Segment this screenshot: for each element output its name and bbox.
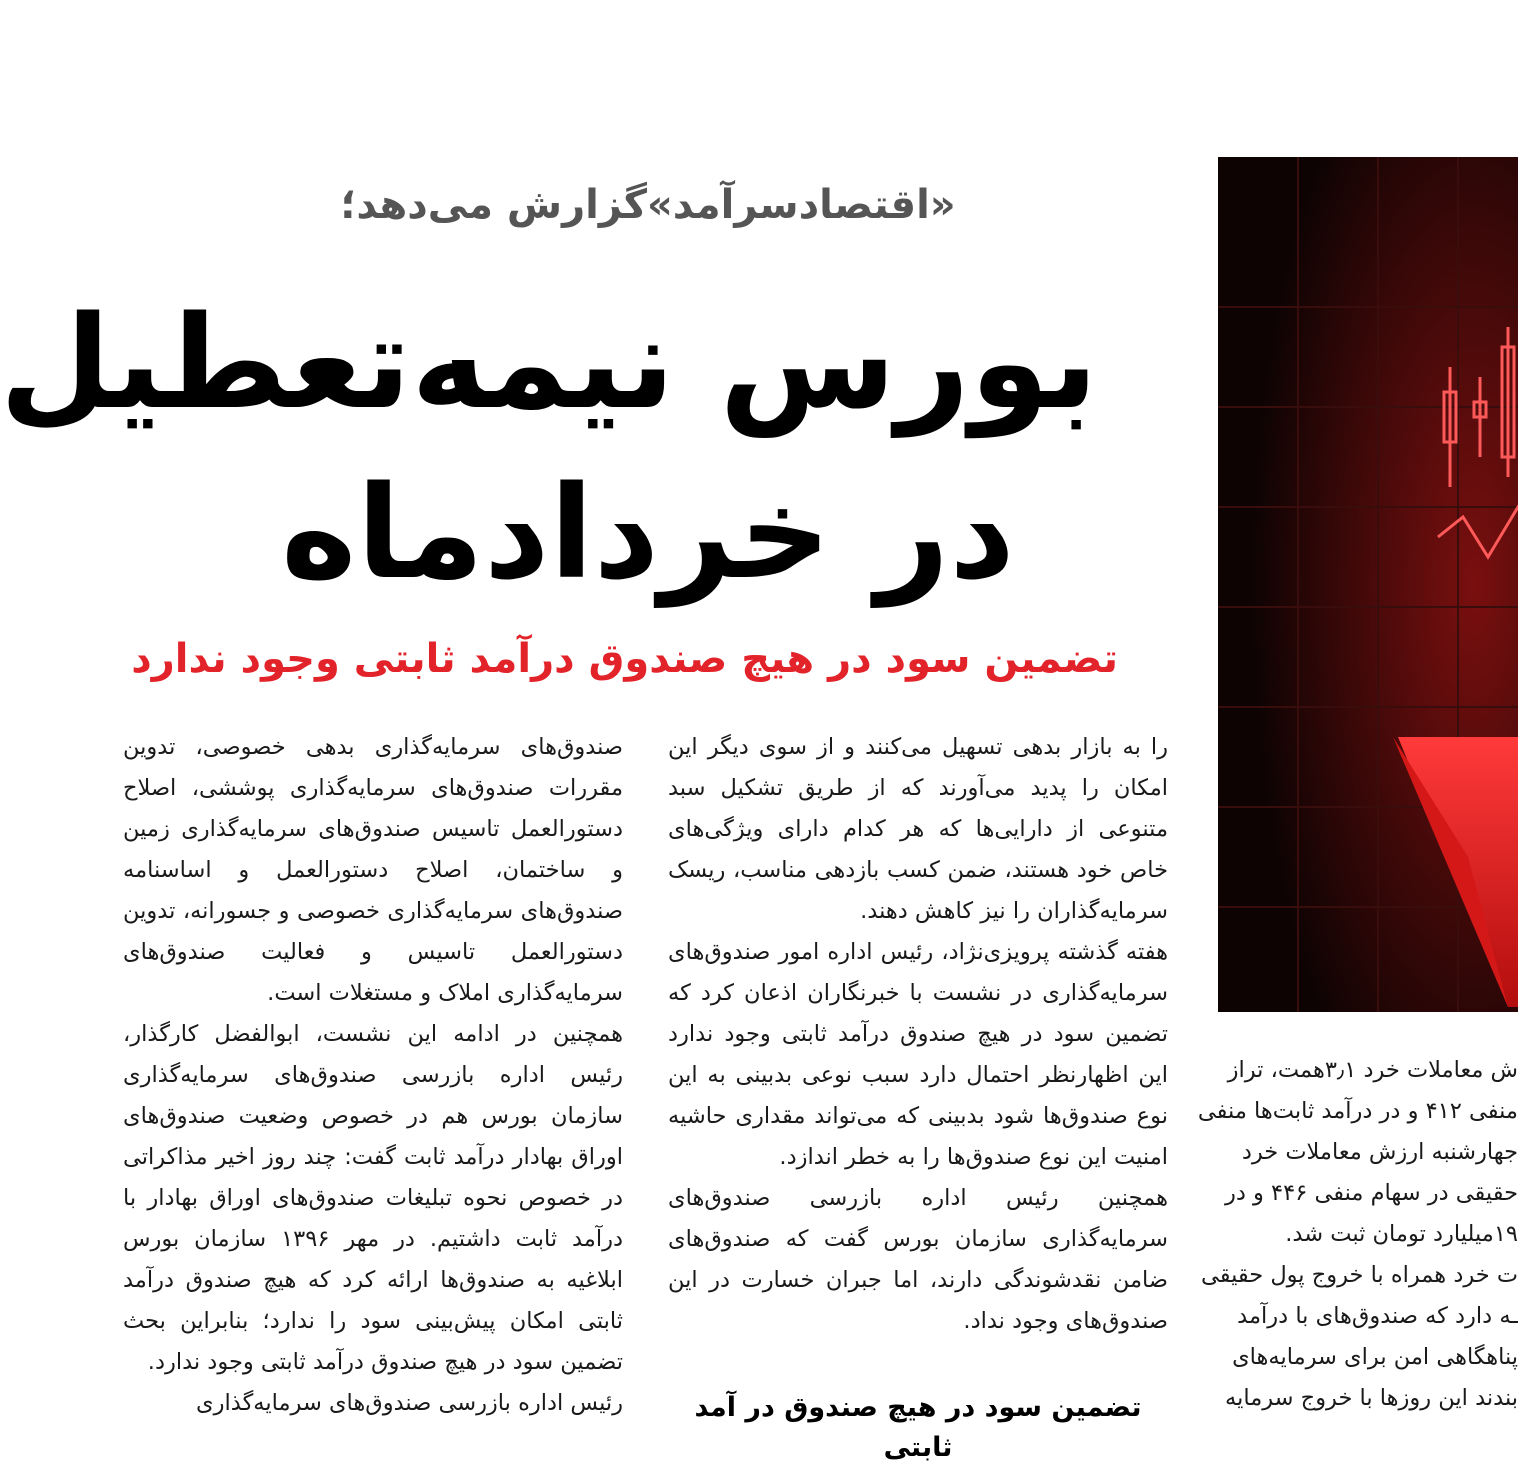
article-photo — [1218, 157, 1518, 1012]
stock-chart-downtrend-icon — [1218, 157, 1518, 1012]
headline-line-1: بورس نیمه‌تعطیل — [0, 289, 1098, 438]
paragraph: رئیس اداره بازرسی صندوق‌های سرمایه‌گذاری — [196, 1390, 623, 1416]
text-line: منفی ۴۱۲ و در درآمد ثابت‌ها منفی — [1197, 1098, 1518, 1124]
text-line: حقیقی در سهام منفی ۴۴۶ و در — [1224, 1180, 1518, 1206]
article-column-right — [1197, 1050, 1518, 1435]
article-kicker: «اقتصادسرآمد»گزارش می‌دهد؛ — [340, 182, 956, 228]
subheadline: تضمین سود در هیچ صندوق درآمد ثابتی وجود ندارد — [131, 636, 1118, 682]
text-line: ت خرد همراه با خروج پول حقیقی — [1200, 1262, 1518, 1288]
text-line: ۱۹میلیارد تومان ثبت شد. — [1285, 1221, 1518, 1247]
text-line: جهارشنبه ارزش معاملات خرد — [1241, 1139, 1518, 1165]
headline-line-2: در خردادماه — [281, 459, 1015, 608]
paragraph: همچنین در ادامه این نشست، ابوالفضل کارگذار، رئیس اداره بازرسی صندوق‌های سرمایه‌گذاری سازمان بورس هم در خصوص وضعیت صندوق‌های اوراق بهادار درآمد ثابت گفت: چند روز اخیر مذاکراتی در خصوص نحوه تبلیغات صندوق‌های اوراق بهادار با درآمد ثابت داشتیم. در مهر ۱۳۹۶ سازمان بورس ابلاغیه به صندوق‌ها ارائه کرد که هیچ صندوق درآمد ثابتی امکان پیش‌بینی سود را ندارد؛ بنابراین بحث تضمین سود در هیچ صندوق درآمد ثابتی وجود ندارد. — [123, 1021, 623, 1375]
section-subheading: تضمین سود در هیچ صندوق در آمد ثابتی — [694, 1392, 1142, 1463]
article-column-left — [123, 727, 623, 1435]
article-column-middle — [668, 727, 1168, 1463]
paragraph: صندوق‌های سرمایه‌گذاری بدهی خصوصی، تدوین مقررات صندوق‌های سرمایه‌گذاری پوششی، اصلاح دستورالعمل تاسیس صندوق‌های سرمایه‌گذاری زمین و ساختمان، اصلاح دستورالعمل و اساسنامه صندوق‌های سرمایه‌گذاری خصوصی و جسورانه، تدوین دستورالعمل تاسیس و فعالیت صندوق‌های سرمایه‌گذاری املاک و مستغلات است. — [123, 734, 623, 1006]
text-line: ـه دارد که صندوق‌های با درآمد — [1237, 1303, 1518, 1329]
paragraph: را به بازار بدهی تسهیل می‌کنند و از سوی دیگر این امکان را پدید می‌آورند که از طریق تشکیل سبد متنوعی از دارایی‌ها که هر کدام دارای ویژگی‌های خاص خود هستند، ضمن کسب بازدهی مناسب، ریسک سرمایه‌گذاران را نیز کاهش دهند. — [668, 734, 1168, 924]
paragraph: هفته گذشته پرویزی‌نژاد، رئیس اداره امور صندوق‌های سرمایه‌گذاری در نشست با خبرنگاران اذعان کرد که تضمین سود در هیچ صندوق درآمد ثابتی وجود ندارد این اظهارنظر احتمال دارد سبب نوعی بدبینی به این نوع صندوق‌ها شود بدبینی که می‌تواند مقداری حاشیه امنیت این نوع صندوق‌ها را به خطر اندازد. — [668, 939, 1168, 1170]
text-line: پناهگاهی امن برای سرمایه‌های — [1232, 1344, 1518, 1370]
paragraph: همچنین رئیس اداره بازرسی صندوق‌های سرمایه‌گذاری سازمان بورس گفت که صندوق‌های ضامن نقدشوندگی دارند، اما جبران خسارت در این صندوق‌های وجود نداد. — [668, 1185, 1168, 1334]
text-line: ش معاملات خرد ۳٫۱همت، تراز — [1227, 1057, 1518, 1083]
text-line: بندند این روزها با خروج سرمایه — [1225, 1385, 1518, 1411]
